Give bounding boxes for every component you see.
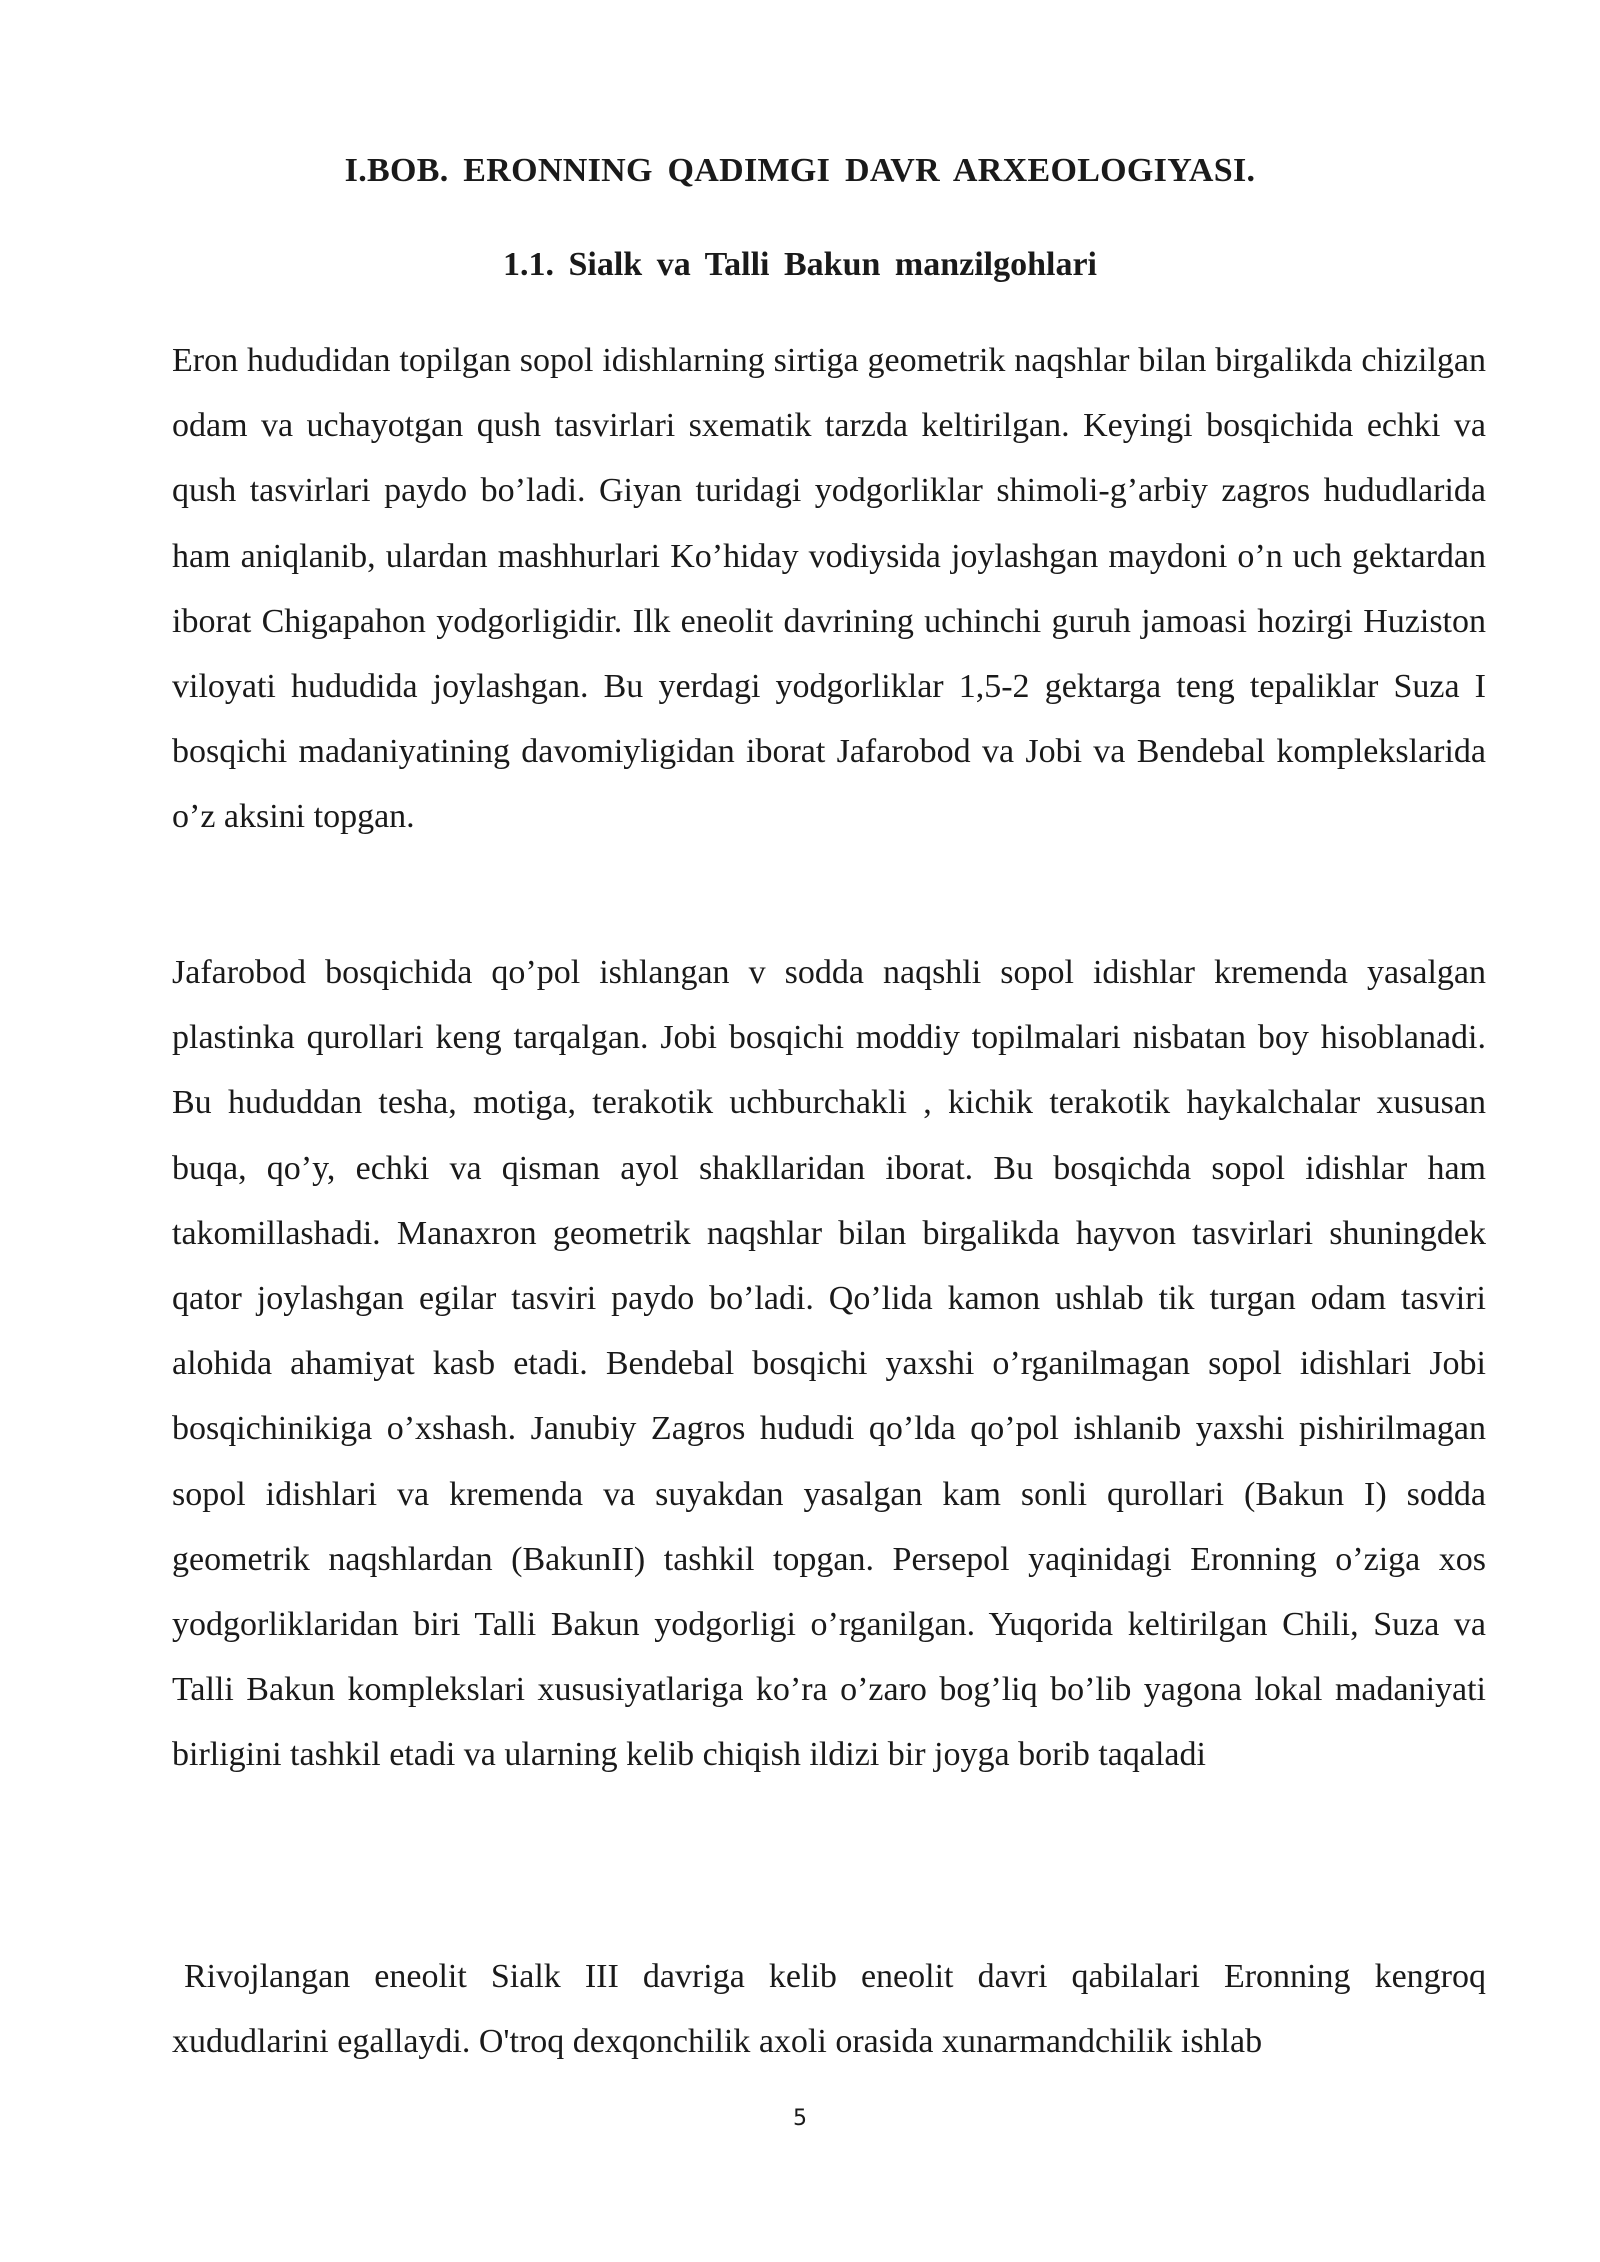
section-title: 1.1. Sialk va Talli Bakun manzilgohlari [502,246,1097,283]
paragraph-3: Rivojlangan eneolit Sialk III davriga kelib eneolit davri qabilalari Eronning kengroq xududlarini egallaydi. O'troq dexqonchilik axoli orasida xunarmandchilik ishlab [172,1958,1486,2061]
paragraph-2: Jafarobod bosqichida qo’pol ishlangan v sodda naqshli sopol idishlar kremenda yasalgan plastinka qurollari keng tarqalgan. Jobi bosqichi moddiy topilmalari nisbatan boy hisoblanadi. Bu hududdan tesha, motiga, terakotik uchburchakli , kichik terakotik haykalchalar xususan buqa, qo’y, echki va qisman ayol shakllaridan iborat. Bu bosqichda sopol idishlar ham takomillashadi. Manaxron geometrik naqshlar bilan birgalikda hayvon tasvirlari shuningdek qator joylashgan egilar tasviri paydo bo’ladi. Qo’lida kamon ushlab tik turgan odam tasviri alohida ahamiyat kasb etadi. Bendebal bosqichi yaxshi o’rganilmagan sopol idishlari Jobi bosqichinikiga o’xshash. Janubiy Zagros hududi qo’lda qo’pol ishlanib yaxshi pishirilmagan sopol idishlari va kremenda va suyakdan yasalgan kam sonli qurollari (Bakun I) sodda geometrik naqshlardan (BakunII) tashkil topgan. Persepol yaqinidagi Eronning o’ziga xos yodgorliklaridan biri Talli Bakun yodgorligi o’rganilgan. Yuqorida keltirilgan Chili, Suza va Talli Bakun komplekslari xususiyatlariga ko’ra o’zaro bog’liq bo’lib yagona lokal madaniyati birligini tashkil etadi va ularning kelib chiqish ildizi bir joyga borib taqaladi [172,954,1486,1774]
chapter-title: I.BOB. ERONNING QADIMGI DAVR ARXEOLOGIYASI. [344,152,1256,189]
page-number: 5 [793,2106,807,2131]
paragraph-1: Eron hududidan topilgan sopol idishlarning sirtiga geometrik naqshlar bilan birgalikda chizilgan odam va uchayotgan qush tasvirlari sxematik tarzda keltirilgan. Keyingi bosqichida echki va qush tasvirlari paydo bo’ladi. Giyan turidagi yodgorliklar shimoli-g’arbiy zagros hududlarida ham aniqlanib, ulardan mashhurlari Ko’hiday vodiysida joylashgan maydoni o’n uch gektardan iborat Chigapahon yodgorligidir. Ilk eneolit davrining uchinchi guruh jamoasi hozirgi Huziston viloyati hududida joylashgan. Bu yerdagi yodgorliklar 1,5-2 gektarga teng tepaliklar Suza I bosqichi madaniyatining davomiyligidan iborat Jafarobod va Jobi va Bendebal komplekslarida o’z aksini topgan. [172,342,1486,836]
